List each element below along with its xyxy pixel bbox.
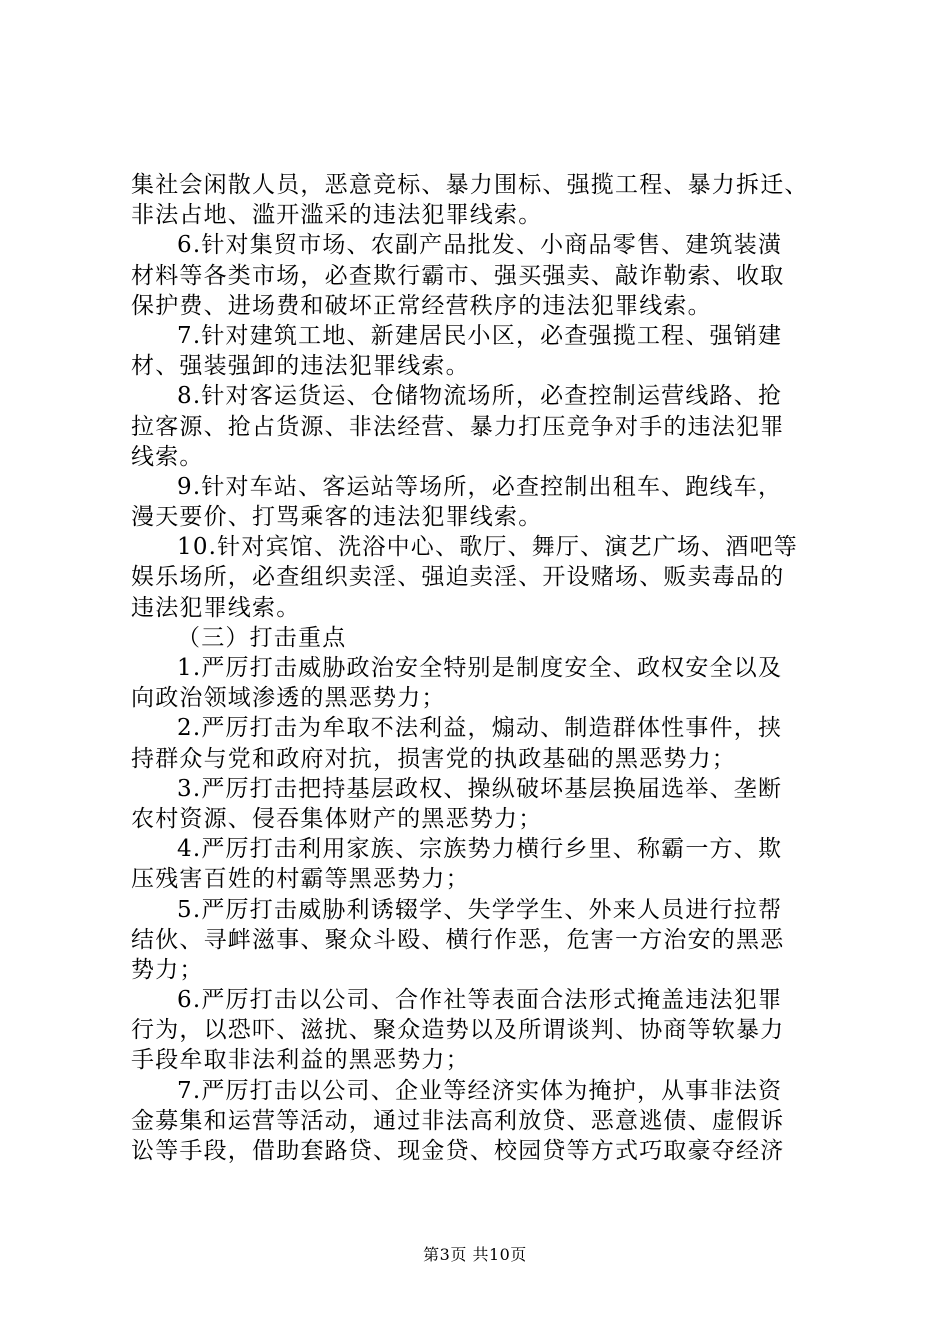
text-line-23: 4.严厉打击利用家族、宗族势力横行乡里、称霸一方、欺 <box>177 836 783 863</box>
text-line-17: 1.严厉打击威胁政治安全特别是制度安全、政权安全以及 <box>177 655 783 681</box>
text-line-25: 5.严厉打击威胁利诱辍学、失学学生、外来人员进行拉帮 <box>177 896 783 923</box>
text-line-10: 线索。 <box>131 443 204 470</box>
text-line-20: 持群众与党和政府对抗，损害党的执政基础的黑恶势力； <box>131 745 736 772</box>
text-line-2: 非法占地、滥开滥采的违法犯罪线索。 <box>131 202 543 229</box>
text-line-30: 手段牟取非法利益的黑恶势力； <box>131 1047 470 1074</box>
text-line-32: 金募集和运营等活动，通过非法高利放贷、恶意逃债、虚假诉 <box>131 1107 785 1134</box>
text-line-6: 7.针对建筑工地、新建居民小区，必查强揽工程、强销建 <box>177 322 783 349</box>
text-line-28: 6.严厉打击以公司、合作社等表面合法形式掩盖违法犯罪 <box>177 987 783 1014</box>
text-line-13: 10.针对宾馆、洗浴中心、歌厅、舞厅、演艺广场、酒吧等 <box>177 534 798 561</box>
text-line-12: 漫天要价、打骂乘客的违法犯罪线索。 <box>131 504 543 531</box>
text-line-9: 拉客源、抢占货源、非法经营、暴力打压竞争对手的违法犯罪 <box>131 413 785 440</box>
document-body <box>131 170 831 1166</box>
text-line-8: 8.针对客运货运、仓储物流场所，必查控制运营线路、抢 <box>177 383 783 410</box>
text-line-31: 7.严厉打击以公司、企业等经济实体为掩护，从事非法资 <box>177 1077 783 1104</box>
text-line-5: 保护费、进场费和破坏正常经营秩序的违法犯罪线索。 <box>131 292 712 319</box>
text-line-11: 9.针对车站、客运站等场所，必查控制出租车、跑线车， <box>177 473 783 500</box>
page-number-label: 第3页 共10页 <box>423 1245 527 1264</box>
text-line-15: 违法犯罪线索。 <box>131 594 301 621</box>
text-line-21: 3.严厉打击把持基层政权、操纵破坏基层换届选举、垄断 <box>177 775 783 802</box>
text-line-4: 材料等各类市场，必查欺行霸市、强买强卖、敲诈勒索、收取 <box>131 262 785 289</box>
section-heading: （三）打击重点 <box>177 624 347 651</box>
text-line-22: 农村资源、侵吞集体财产的黑恶势力； <box>131 805 543 832</box>
text-line-14: 娱乐场所，必查组织卖淫、强迫卖淫、开设赌场、贩卖毒品的 <box>131 564 785 591</box>
text-line-18: 向政治领域渗透的黑恶势力； <box>131 685 446 712</box>
text-line-26: 结伙、寻衅滋事、聚众斗殴、横行作恶，危害一方治安的黑恶 <box>131 926 785 953</box>
page-footer <box>0 1242 950 1265</box>
text-line-24: 压残害百姓的村霸等黑恶势力； <box>131 866 470 893</box>
text-line-7: 材、强装强卸的违法犯罪线索。 <box>131 353 470 380</box>
text-line-3: 6.针对集贸市场、农副产品批发、小商品零售、建筑装潢 <box>177 232 783 259</box>
text-line-19: 2.严厉打击为牟取不法利益，煽动、制造群体性事件，挟 <box>177 715 783 742</box>
text-line-33: 讼等手段，借助套路贷、现金贷、校园贷等方式巧取豪夺经济 <box>131 1138 785 1164</box>
text-line-29: 行为，以恐吓、滋扰、聚众造势以及所谓谈判、协商等软暴力 <box>131 1017 785 1044</box>
text-line-1: 集社会闲散人员，恶意竞标、暴力围标、强揽工程、暴力拆迁、 <box>131 172 809 198</box>
text-line-27: 势力； <box>131 956 204 983</box>
